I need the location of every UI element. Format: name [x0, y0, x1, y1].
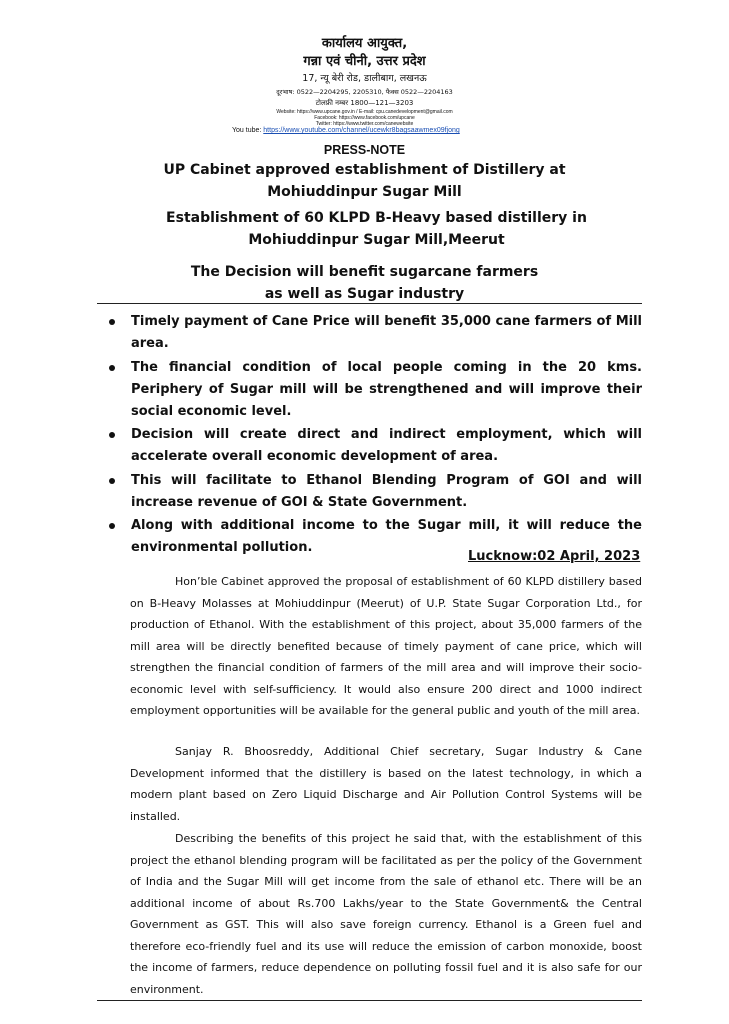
benefit-list [102, 311, 642, 561]
body-paragraph-3: Describing the benefits of this project he said that, with the establishment of this project the ethanol blending program will be facilitated as per the policy of the Government of India and the Sugar Mill will get income from the sale of ethanol etc. There will be an additional income of about Rs.700 Lakhs/year to the State Government& the Central Government as GST. This will also save foreign currency. Ethanol is a Green fuel and therefore eco-friendly fuel and its use will reduce the emission of carbon monoxide, boost the income of farmers, reduce dependence on polluting fossil fuel and it is also safe for our environment. [130, 832, 642, 996]
bullet-icon [109, 478, 115, 484]
decision-heading [0, 261, 729, 305]
subheadline-line-2: Mohiuddinpur Sugar Mill,Meerut [248, 232, 505, 248]
headline [0, 159, 729, 203]
headline-line-2: Mohiuddinpur Sugar Mill [267, 184, 462, 200]
letterhead-office: कार्यालय आयुक्त, [321, 36, 408, 51]
letterhead-facebook: Facebook: https://www.facebook.com/upcane [314, 115, 415, 121]
body-paragraph-2: Sanjay R. Bhoosreddy, Additional Chief secretary, Sugar Industry & Cane Development informed that the distillery is based on the latest technology, in which a modern plant based on Zero Liquid Discharge and Air Pollution Control Systems will be installed. [130, 745, 642, 823]
bullet-icon [109, 365, 115, 371]
top-divider [97, 303, 642, 304]
letterhead-department: गन्ना एवं चीनी, उत्तर प्रदेश [303, 54, 426, 69]
youtube-label: You tube: [232, 127, 262, 134]
subheadline [12, 207, 729, 251]
list-item: The financial condition of local people coming in the 20 kms. Periphery of Sugar mill will be strengthened and will improve their social economic level. [102, 357, 642, 423]
letterhead-twitter: Twitter: https://www.twitter.com/canewebsite [315, 121, 414, 127]
bullet-icon [109, 432, 115, 438]
letterhead-phone: दूरभाष: 0522—2204295, 2205310, फैक्स 0522—2204163 [276, 88, 453, 96]
letterhead-website: Website: https://www.upcane.gov.in / E-mail: cpu.canedevelopment@gmail.com [276, 109, 453, 115]
press-note-label: PRESS-NOTE [323, 143, 406, 157]
letterhead-youtube [232, 127, 460, 134]
bottom-divider [97, 1000, 642, 1001]
list-item: Along with additional income to the Sugar mill, it will reduce the environmental pollution. [102, 515, 642, 559]
list-item: Timely payment of Cane Price will benefit 35,000 cane farmers of Mill area. [102, 311, 642, 355]
letterhead-toll-free: टोलफ्री नम्बर 1800—121—3203 [315, 99, 414, 107]
decision-line-2: as well as Sugar industry [264, 286, 465, 302]
subheadline-line-1: Establishment of 60 KLPD B-Heavy based distillery in [166, 210, 587, 226]
bullet-icon [109, 319, 115, 325]
list-item: Decision will create direct and indirect employment, which will accelerate overall economic development of area. [102, 424, 642, 468]
decision-line-1: The Decision will benefit sugarcane farmers [190, 264, 539, 280]
letterhead-address: 17, न्यू बेरी रोड, डालीबाग, लखनऊ [302, 73, 427, 84]
body-paragraph-1: Hon’ble Cabinet approved the proposal of establishment of 60 KLPD distillery based on B-Heavy Molasses at Mohiuddinpur (Meerut) of U.P. State Sugar Corporation Ltd., for production of Ethanol. With the establishment of this project, about 35,000 farmers of the mill area will be directly benefited because of timely payment of cane price, which will strengthen the financial condition of farmers of the mill area and will improve their socio-economic level with self-sufficiency. It would also ensure 200 direct and 1000 indirect employment opportunities will be available for the general public and youth of the mill area. [130, 575, 642, 717]
list-item: This will facilitate to Ethanol Blending Program of GOI and will increase revenue of GOI & State Government. [102, 470, 642, 514]
bullet-icon [109, 523, 115, 529]
youtube-link[interactable]: https://www.youtube.com/channel/ucewkr8bagsaawmex09fjong [263, 127, 460, 134]
headline-line-1: UP Cabinet approved establishment of Distillery at [163, 162, 566, 178]
dateline: Lucknow:02 April, 2023 [468, 549, 641, 564]
